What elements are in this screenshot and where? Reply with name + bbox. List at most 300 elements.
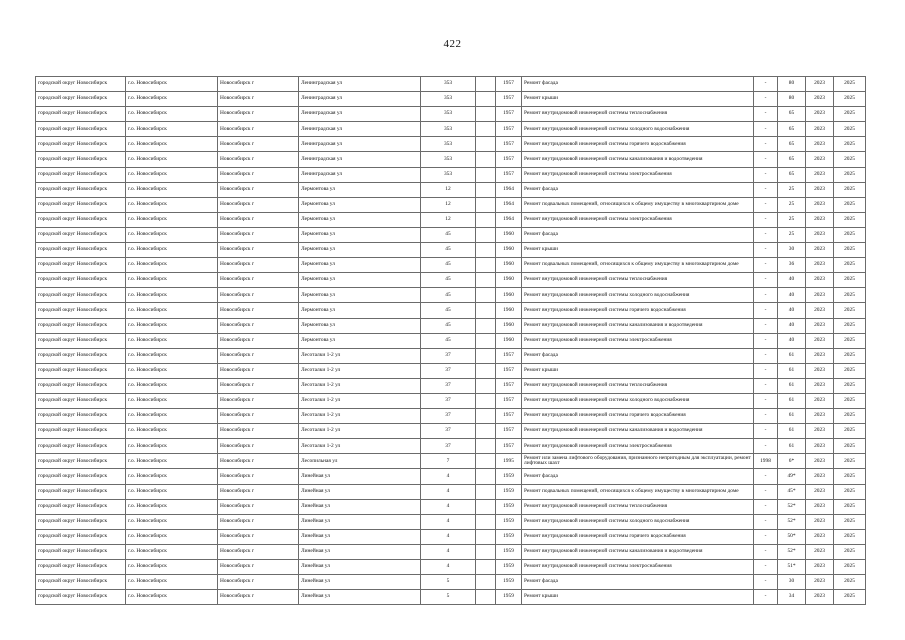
end-year-cell: 2025 — [834, 378, 866, 393]
district-cell: г.о. Новосибирск — [126, 560, 218, 575]
cost-cell: 61 — [778, 409, 806, 424]
city-cell: Новосибирск г — [218, 152, 299, 167]
cost-cell: 65 — [778, 107, 806, 122]
street-cell: Лесоталки 1-2 ул — [299, 348, 421, 363]
district-cell: г.о. Новосибирск — [126, 227, 218, 242]
end-year-cell: 2025 — [834, 514, 866, 529]
city-cell: Новосибирск г — [218, 303, 299, 318]
municipality-cell: городской округ Новосибирск — [36, 575, 126, 590]
city-cell: Новосибирск г — [218, 137, 299, 152]
table-row — [36, 122, 866, 137]
municipality-cell: городской округ Новосибирск — [36, 469, 126, 484]
start-year-cell: 2023 — [806, 469, 834, 484]
end-year-cell: 2025 — [834, 454, 866, 469]
year-built-cell: 1959 — [496, 544, 522, 559]
municipality-cell: городской округ Новосибирск — [36, 273, 126, 288]
last-repair-year-cell: - — [754, 182, 778, 197]
city-cell: Новосибирск г — [218, 560, 299, 575]
cost-cell: 61 — [778, 393, 806, 408]
municipality-cell: городской округ Новосибирск — [36, 152, 126, 167]
start-year-cell: 2023 — [806, 560, 834, 575]
end-year-cell: 2025 — [834, 227, 866, 242]
table-row — [36, 409, 866, 424]
municipality-cell: городской округ Новосибирск — [36, 378, 126, 393]
year-built-cell: 1964 — [496, 197, 522, 212]
work-type-cell: Ремонт фасада — [522, 575, 754, 590]
table-row — [36, 378, 866, 393]
building-cell — [476, 227, 496, 242]
street-cell: Лермонтова ул — [299, 182, 421, 197]
start-year-cell: 2023 — [806, 393, 834, 408]
district-cell: г.о. Новосибирск — [126, 152, 218, 167]
district-cell: г.о. Новосибирск — [126, 77, 218, 92]
year-built-cell: 1960 — [496, 288, 522, 303]
municipality-cell: городской округ Новосибирск — [36, 424, 126, 439]
cost-cell: 30 — [778, 575, 806, 590]
building-cell — [476, 273, 496, 288]
start-year-cell: 2023 — [806, 258, 834, 273]
municipality-cell: городской округ Новосибирск — [36, 363, 126, 378]
table-row — [36, 288, 866, 303]
cost-cell: 36 — [778, 258, 806, 273]
table-row — [36, 303, 866, 318]
house-number-cell: 4 — [421, 499, 476, 514]
street-cell: Линейная ул — [299, 499, 421, 514]
year-built-cell: 1957 — [496, 378, 522, 393]
work-type-cell: Ремонт внутридомовой инженерной системы теплоснабжения — [522, 378, 754, 393]
district-cell: г.о. Новосибирск — [126, 303, 218, 318]
cost-cell: 65 — [778, 152, 806, 167]
end-year-cell: 2025 — [834, 258, 866, 273]
table-row — [36, 258, 866, 273]
cost-cell: 61 — [778, 424, 806, 439]
year-built-cell: 1957 — [496, 393, 522, 408]
table-row — [36, 273, 866, 288]
city-cell: Новосибирск г — [218, 77, 299, 92]
last-repair-year-cell: - — [754, 77, 778, 92]
city-cell: Новосибирск г — [218, 514, 299, 529]
table-row — [36, 77, 866, 92]
cost-cell: 65 — [778, 137, 806, 152]
district-cell: г.о. Новосибирск — [126, 378, 218, 393]
work-type-cell: Ремонт внутридомовой инженерной системы электроснабжения — [522, 560, 754, 575]
building-cell — [476, 439, 496, 454]
last-repair-year-cell: - — [754, 212, 778, 227]
house-number-cell: 37 — [421, 424, 476, 439]
year-built-cell: 1957 — [496, 137, 522, 152]
end-year-cell: 2025 — [834, 439, 866, 454]
year-built-cell: 1960 — [496, 227, 522, 242]
start-year-cell: 2023 — [806, 439, 834, 454]
last-repair-year-cell: - — [754, 288, 778, 303]
building-cell — [476, 393, 496, 408]
house-number-cell: 37 — [421, 439, 476, 454]
building-cell — [476, 333, 496, 348]
year-built-cell: 1960 — [496, 243, 522, 258]
last-repair-year-cell: - — [754, 529, 778, 544]
work-type-cell: Ремонт внутридомовой инженерной системы электроснабжения — [522, 167, 754, 182]
last-repair-year-cell: - — [754, 122, 778, 137]
city-cell: Новосибирск г — [218, 182, 299, 197]
municipality-cell: городской округ Новосибирск — [36, 182, 126, 197]
street-cell: Лермонтова ул — [299, 273, 421, 288]
last-repair-year-cell: - — [754, 303, 778, 318]
street-cell: Лесоталки 1-2 ул — [299, 363, 421, 378]
end-year-cell: 2025 — [834, 529, 866, 544]
cost-cell: 40 — [778, 303, 806, 318]
end-year-cell: 2025 — [834, 318, 866, 333]
last-repair-year-cell: - — [754, 333, 778, 348]
work-type-cell: Ремонт или замена лифтового оборудования, признанного непригодным для эксплуатации, ремонт лифтовых шахт — [522, 454, 754, 469]
work-type-cell: Ремонт внутридомовой инженерной системы горячего водоснабжения — [522, 409, 754, 424]
municipality-cell: городской округ Новосибирск — [36, 212, 126, 227]
municipality-cell: городской округ Новосибирск — [36, 303, 126, 318]
building-cell — [476, 529, 496, 544]
start-year-cell: 2023 — [806, 333, 834, 348]
table-row — [36, 469, 866, 484]
district-cell: г.о. Новосибирск — [126, 409, 218, 424]
municipality-cell: городской округ Новосибирск — [36, 590, 126, 605]
cost-cell: 52* — [778, 499, 806, 514]
building-cell — [476, 499, 496, 514]
building-cell — [476, 152, 496, 167]
municipality-cell: городской округ Новосибирск — [36, 167, 126, 182]
district-cell: г.о. Новосибирск — [126, 107, 218, 122]
table-row — [36, 575, 866, 590]
street-cell: Ленинградская ул — [299, 137, 421, 152]
street-cell: Лесоталки 1-2 ул — [299, 439, 421, 454]
start-year-cell: 2023 — [806, 514, 834, 529]
building-cell — [476, 575, 496, 590]
start-year-cell: 2023 — [806, 122, 834, 137]
end-year-cell: 2025 — [834, 469, 866, 484]
year-built-cell: 1959 — [496, 529, 522, 544]
building-cell — [476, 363, 496, 378]
city-cell: Новосибирск г — [218, 409, 299, 424]
district-cell: г.о. Новосибирск — [126, 363, 218, 378]
year-built-cell: 1957 — [496, 409, 522, 424]
building-cell — [476, 167, 496, 182]
start-year-cell: 2023 — [806, 182, 834, 197]
district-cell: г.о. Новосибирск — [126, 439, 218, 454]
start-year-cell: 2023 — [806, 363, 834, 378]
city-cell: Новосибирск г — [218, 273, 299, 288]
building-cell — [476, 92, 496, 107]
house-number-cell: 45 — [421, 273, 476, 288]
work-type-cell: Ремонт внутридомовой инженерной системы электроснабжения — [522, 333, 754, 348]
work-type-cell: Ремонт крыши — [522, 243, 754, 258]
municipality-cell: городской округ Новосибирск — [36, 529, 126, 544]
building-cell — [476, 409, 496, 424]
district-cell: г.о. Новосибирск — [126, 167, 218, 182]
table-row — [36, 212, 866, 227]
street-cell: Лермонтова ул — [299, 212, 421, 227]
house-number-cell: 353 — [421, 77, 476, 92]
street-cell: Линейная ул — [299, 514, 421, 529]
house-number-cell: 37 — [421, 363, 476, 378]
year-built-cell: 1960 — [496, 318, 522, 333]
street-cell: Линейная ул — [299, 590, 421, 605]
cost-cell: 40 — [778, 318, 806, 333]
district-cell: г.о. Новосибирск — [126, 544, 218, 559]
city-cell: Новосибирск г — [218, 92, 299, 107]
district-cell: г.о. Новосибирск — [126, 258, 218, 273]
work-type-cell: Ремонт внутридомовой инженерной системы теплоснабжения — [522, 273, 754, 288]
last-repair-year-cell: - — [754, 258, 778, 273]
work-type-cell: Ремонт внутридомовой инженерной системы холодного водоснабжения — [522, 514, 754, 529]
city-cell: Новосибирск г — [218, 484, 299, 499]
end-year-cell: 2025 — [834, 167, 866, 182]
work-type-cell: Ремонт внутридомовой инженерной системы теплоснабжения — [522, 499, 754, 514]
year-built-cell: 1957 — [496, 424, 522, 439]
city-cell: Новосибирск г — [218, 122, 299, 137]
work-type-cell: Ремонт внутридомовой инженерной системы канализования и водоотведения — [522, 152, 754, 167]
building-cell — [476, 484, 496, 499]
building-cell — [476, 107, 496, 122]
cost-cell: 25 — [778, 212, 806, 227]
municipality-cell: городской округ Новосибирск — [36, 107, 126, 122]
municipality-cell: городской округ Новосибирск — [36, 92, 126, 107]
building-cell — [476, 303, 496, 318]
district-cell: г.о. Новосибирск — [126, 469, 218, 484]
house-number-cell: 4 — [421, 544, 476, 559]
cost-cell: 61 — [778, 439, 806, 454]
end-year-cell: 2025 — [834, 137, 866, 152]
table-row — [36, 92, 866, 107]
city-cell: Новосибирск г — [218, 378, 299, 393]
district-cell: г.о. Новосибирск — [126, 318, 218, 333]
city-cell: Новосибирск г — [218, 499, 299, 514]
start-year-cell: 2023 — [806, 303, 834, 318]
house-number-cell: 4 — [421, 514, 476, 529]
work-type-cell: Ремонт крыши — [522, 363, 754, 378]
cost-cell: 30 — [778, 243, 806, 258]
building-cell — [476, 348, 496, 363]
end-year-cell: 2025 — [834, 303, 866, 318]
start-year-cell: 2023 — [806, 484, 834, 499]
repair-schedule-table — [35, 76, 866, 605]
city-cell: Новосибирск г — [218, 288, 299, 303]
year-built-cell: 1957 — [496, 152, 522, 167]
year-built-cell: 1959 — [496, 560, 522, 575]
cost-cell: 40 — [778, 273, 806, 288]
start-year-cell: 2023 — [806, 167, 834, 182]
table-row — [36, 393, 866, 408]
street-cell: Линейная ул — [299, 484, 421, 499]
house-number-cell: 45 — [421, 258, 476, 273]
district-cell: г.о. Новосибирск — [126, 499, 218, 514]
city-cell: Новосибирск г — [218, 243, 299, 258]
table-row — [36, 167, 866, 182]
end-year-cell: 2025 — [834, 182, 866, 197]
work-type-cell: Ремонт крыши — [522, 590, 754, 605]
start-year-cell: 2023 — [806, 529, 834, 544]
cost-cell: 45* — [778, 484, 806, 499]
year-built-cell: 1957 — [496, 439, 522, 454]
municipality-cell: городской округ Новосибирск — [36, 197, 126, 212]
table-row — [36, 348, 866, 363]
last-repair-year-cell: - — [754, 590, 778, 605]
table-row — [36, 243, 866, 258]
cost-cell: 25 — [778, 227, 806, 242]
building-cell — [476, 197, 496, 212]
house-number-cell: 37 — [421, 409, 476, 424]
house-number-cell: 12 — [421, 197, 476, 212]
end-year-cell: 2025 — [834, 273, 866, 288]
house-number-cell: 37 — [421, 393, 476, 408]
cost-cell: 25 — [778, 182, 806, 197]
last-repair-year-cell: - — [754, 363, 778, 378]
city-cell: Новосибирск г — [218, 197, 299, 212]
building-cell — [476, 243, 496, 258]
district-cell: г.о. Новосибирск — [126, 212, 218, 227]
street-cell: Лермонтова ул — [299, 197, 421, 212]
house-number-cell: 5 — [421, 575, 476, 590]
street-cell: Ленинградская ул — [299, 167, 421, 182]
table-row — [36, 333, 866, 348]
end-year-cell: 2025 — [834, 152, 866, 167]
street-cell: Лесоталки 1-2 ул — [299, 393, 421, 408]
house-number-cell: 353 — [421, 152, 476, 167]
work-type-cell: Ремонт подвальных помещений, относящихся к общему имуществу в многоквартирном доме — [522, 258, 754, 273]
work-type-cell: Ремонт фасада — [522, 77, 754, 92]
municipality-cell: городской округ Новосибирск — [36, 137, 126, 152]
district-cell: г.о. Новосибирск — [126, 243, 218, 258]
page-number: 422 — [443, 38, 462, 50]
work-type-cell: Ремонт крыши — [522, 92, 754, 107]
cost-cell: 80 — [778, 92, 806, 107]
last-repair-year-cell: - — [754, 560, 778, 575]
municipality-cell: городской округ Новосибирск — [36, 348, 126, 363]
end-year-cell: 2025 — [834, 243, 866, 258]
house-number-cell: 37 — [421, 378, 476, 393]
start-year-cell: 2023 — [806, 227, 834, 242]
year-built-cell: 1964 — [496, 212, 522, 227]
district-cell: г.о. Новосибирск — [126, 424, 218, 439]
municipality-cell: городской округ Новосибирск — [36, 560, 126, 575]
last-repair-year-cell: - — [754, 107, 778, 122]
city-cell: Новосибирск г — [218, 454, 299, 469]
start-year-cell: 2023 — [806, 107, 834, 122]
work-type-cell: Ремонт фасада — [522, 182, 754, 197]
year-built-cell: 1960 — [496, 303, 522, 318]
work-type-cell: Ремонт внутридомовой инженерной системы холодного водоснабжения — [522, 288, 754, 303]
district-cell: г.о. Новосибирск — [126, 273, 218, 288]
work-type-cell: Ремонт внутридомовой инженерной системы теплоснабжения — [522, 107, 754, 122]
work-type-cell: Ремонт внутридомовой инженерной системы электроснабжения — [522, 212, 754, 227]
last-repair-year-cell: - — [754, 273, 778, 288]
district-cell: г.о. Новосибирск — [126, 92, 218, 107]
work-type-cell: Ремонт внутридомовой инженерной системы горячего водоснабжения — [522, 529, 754, 544]
last-repair-year-cell: - — [754, 439, 778, 454]
table-row — [36, 363, 866, 378]
municipality-cell: городской округ Новосибирск — [36, 499, 126, 514]
start-year-cell: 2023 — [806, 378, 834, 393]
building-cell — [476, 560, 496, 575]
table-row — [36, 544, 866, 559]
house-number-cell: 45 — [421, 243, 476, 258]
year-built-cell: 1960 — [496, 258, 522, 273]
start-year-cell: 2023 — [806, 152, 834, 167]
work-type-cell: Ремонт внутридомовой инженерной системы электроснабжения — [522, 439, 754, 454]
end-year-cell: 2025 — [834, 409, 866, 424]
table-row — [36, 499, 866, 514]
building-cell — [476, 424, 496, 439]
building-cell — [476, 544, 496, 559]
house-number-cell: 353 — [421, 122, 476, 137]
last-repair-year-cell: - — [754, 197, 778, 212]
building-cell — [476, 514, 496, 529]
street-cell: Ленинградская ул — [299, 92, 421, 107]
start-year-cell: 2023 — [806, 212, 834, 227]
start-year-cell: 2023 — [806, 273, 834, 288]
table-row — [36, 424, 866, 439]
district-cell: г.о. Новосибирск — [126, 333, 218, 348]
table-row — [36, 107, 866, 122]
municipality-cell: городской округ Новосибирск — [36, 258, 126, 273]
district-cell: г.о. Новосибирск — [126, 454, 218, 469]
city-cell: Новосибирск г — [218, 333, 299, 348]
building-cell — [476, 469, 496, 484]
year-built-cell: 1959 — [496, 590, 522, 605]
house-number-cell: 353 — [421, 167, 476, 182]
year-built-cell: 1959 — [496, 499, 522, 514]
municipality-cell: городской округ Новосибирск — [36, 243, 126, 258]
end-year-cell: 2025 — [834, 92, 866, 107]
district-cell: г.о. Новосибирск — [126, 197, 218, 212]
table-row — [36, 590, 866, 605]
table-row — [36, 152, 866, 167]
municipality-cell: городской округ Новосибирск — [36, 333, 126, 348]
building-cell — [476, 182, 496, 197]
city-cell: Новосибирск г — [218, 590, 299, 605]
end-year-cell: 2025 — [834, 348, 866, 363]
work-type-cell: Ремонт подвальных помещений, относящихся к общему имуществу в многоквартирном доме — [522, 484, 754, 499]
start-year-cell: 2023 — [806, 243, 834, 258]
table-row — [36, 484, 866, 499]
municipality-cell: городской округ Новосибирск — [36, 484, 126, 499]
year-built-cell: 1960 — [496, 273, 522, 288]
table-row — [36, 227, 866, 242]
street-cell: Лермонтова ул — [299, 333, 421, 348]
house-number-cell: 37 — [421, 348, 476, 363]
start-year-cell: 2023 — [806, 137, 834, 152]
house-number-cell: 353 — [421, 137, 476, 152]
city-cell: Новосибирск г — [218, 212, 299, 227]
last-repair-year-cell: - — [754, 348, 778, 363]
end-year-cell: 2025 — [834, 333, 866, 348]
start-year-cell: 2023 — [806, 424, 834, 439]
street-cell: Ленинградская ул — [299, 77, 421, 92]
last-repair-year-cell: - — [754, 424, 778, 439]
municipality-cell: городской округ Новосибирск — [36, 514, 126, 529]
year-built-cell: 1957 — [496, 167, 522, 182]
house-number-cell: 5 — [421, 590, 476, 605]
end-year-cell: 2025 — [834, 77, 866, 92]
end-year-cell: 2025 — [834, 197, 866, 212]
last-repair-year-cell: - — [754, 227, 778, 242]
house-number-cell: 45 — [421, 333, 476, 348]
cost-cell: 50* — [778, 529, 806, 544]
district-cell: г.о. Новосибирск — [126, 137, 218, 152]
table-row — [36, 454, 866, 469]
end-year-cell: 2025 — [834, 544, 866, 559]
city-cell: Новосибирск г — [218, 227, 299, 242]
last-repair-year-cell: - — [754, 137, 778, 152]
start-year-cell: 2023 — [806, 288, 834, 303]
last-repair-year-cell: - — [754, 499, 778, 514]
building-cell — [476, 77, 496, 92]
